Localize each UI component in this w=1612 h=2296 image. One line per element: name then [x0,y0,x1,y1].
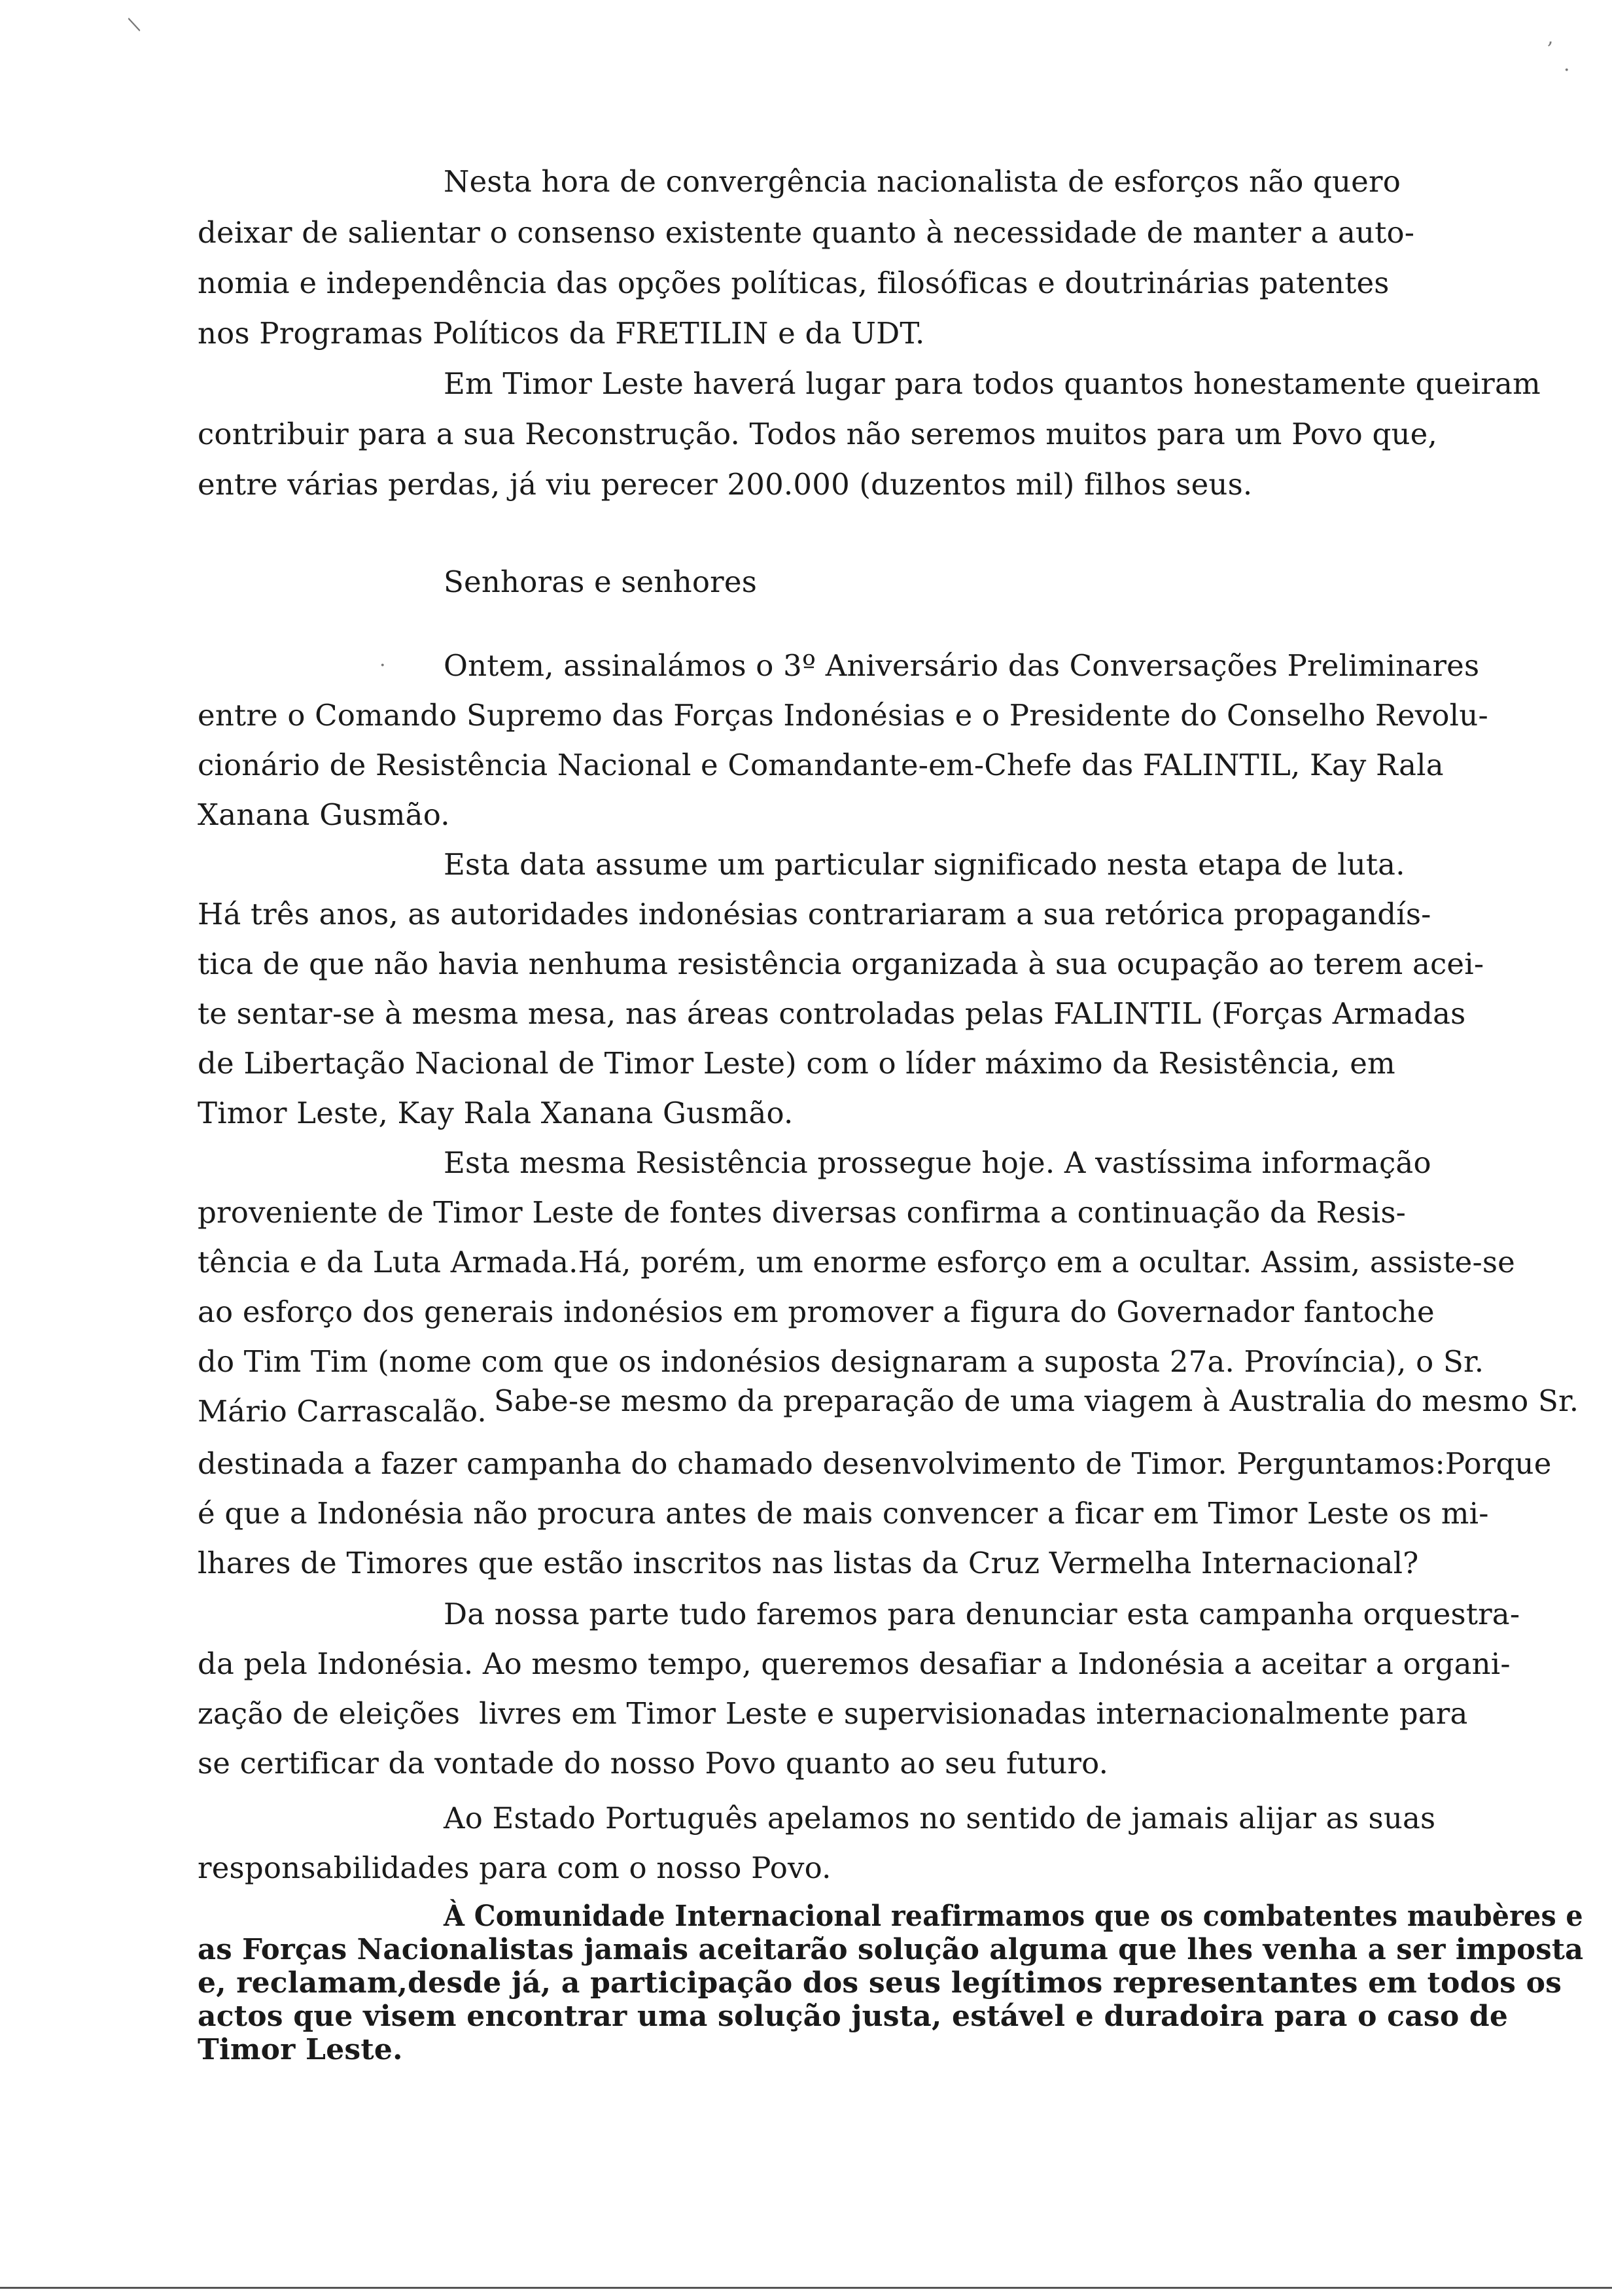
text-line: Timor Leste. [198,2033,403,2066]
text-line: deixar de salientar o consenso existente quanto à necessidade de manter a auto- [198,215,1415,250]
scan-mark: · [1564,59,1570,82]
text-line: te sentar-se à mesma mesa, nas áreas controladas pelas FALINTIL (Forças Armadas [198,996,1466,1031]
text-line: entre várias perdas, já viu perecer 200.000 (duzentos mil) filhos seus. [198,467,1253,502]
text-line: Ontem, assinalámos o 3º Aniversário das Conversações Preliminares [444,648,1480,683]
text-line: Da nossa parte tudo faremos para denunciar esta campanha orquestra- [444,1597,1520,1631]
text-line: entre o Comando Supremo das Forças Indonésias e o Presidente do Conselho Revolu- [198,698,1488,733]
text-line: proveniente de Timor Leste de fontes diversas confirma a continuação da Resis- [198,1195,1407,1230]
scan-mark: , [1547,26,1554,49]
text-line: cionário de Resistência Nacional e Comandante-em-Chefe das FALINTIL, Kay Rala [198,748,1444,782]
text-line: tência e da Luta Armada.Há, porém, um enorme esforço em a ocultar. Assim, assiste-se [198,1245,1515,1279]
text-line: zação de eleições livres em Timor Leste e supervisionadas internacionalmente para [198,1696,1468,1731]
text-line: Nesta hora de convergência nacionalista de esforços não quero [444,164,1401,199]
text-line: Esta data assume um particular significado nesta etapa de luta. [444,847,1405,882]
text-line: Há três anos, as autoridades indonésias contrariaram a sua retórica propagandís- [198,897,1431,931]
text-line: tica de que não havia nenhuma resistência organizada à sua ocupação ao terem acei- [198,947,1484,981]
text-line: Em Timor Leste haverá lugar para todos quantos honestamente queiram [444,366,1541,401]
text-line: é que a Indonésia não procura antes de mais convencer a ficar em Timor Leste os mi- [198,1496,1489,1531]
text-line: Ao Estado Português apelamos no sentido de jamais alijar as suas [444,1801,1436,1835]
text-line: responsabilidades para com o nosso Povo. [198,1851,832,1885]
text-line: ao esforço dos generais indonésios em promover a figura do Governador fantoche [198,1295,1435,1329]
scan-mark: · [379,654,386,677]
text-line: se certificar da vontade do nosso Povo quanto ao seu futuro. [198,1746,1109,1781]
text-line: destinada a fazer campanha do chamado desenvolvimento de Timor. Perguntamos:Porque [198,1446,1552,1481]
text-line: À Comunidade Internacional reafirmamos que os combatentes maubères e [444,1900,1583,1933]
text-line: contribuir para a sua Reconstrução. Todos não seremos muitos para um Povo que, [198,417,1437,451]
text-line: as Forças Nacionalistas jamais aceitarão solução alguma que lhes venha a ser imposta [198,1933,1584,1966]
text-line: lhares de Timores que estão inscritos nas listas da Cruz Vermelha Internacional? [198,1546,1419,1580]
text-line: actos que visem encontrar uma solução justa, estável e duradoira para o caso de [198,2000,1509,2033]
text-line: de Libertação Nacional de Timor Leste) com o líder máximo da Resistência, em [198,1046,1395,1081]
text-line: nos Programas Políticos da FRETILIN e da UDT. [198,316,925,351]
text-line: do Tim Tim (nome com que os indonésios designaram a suposta 27a. Província), o Sr. [198,1344,1484,1379]
text-line: Sabe-se mesmo da preparação de uma viagem à Australia do mesmo Sr. [494,1383,1579,1418]
text-line: Esta mesma Resistência prossegue hoje. A vastíssima informação [444,1145,1431,1180]
text-line: Timor Leste, Kay Rala Xanana Gusmão. [198,1096,794,1130]
page-edge-line [0,2287,1612,2289]
text-line: e, reclamam,desde já, a participação dos seus legítimos representantes em todos os [198,1966,1562,2000]
scan-mark: / [122,16,146,33]
salutation: Senhoras e senhores [444,565,758,599]
text-line: Mário Carrascalão. [198,1394,487,1429]
text-line: nomia e independência das opções políticas, filosóficas e doutrinárias patentes [198,266,1390,300]
text-line: da pela Indonésia. Ao mesmo tempo, queremos desafiar a Indonésia a aceitar a organi- [198,1646,1511,1681]
text-line: Xanana Gusmão. [198,797,450,832]
